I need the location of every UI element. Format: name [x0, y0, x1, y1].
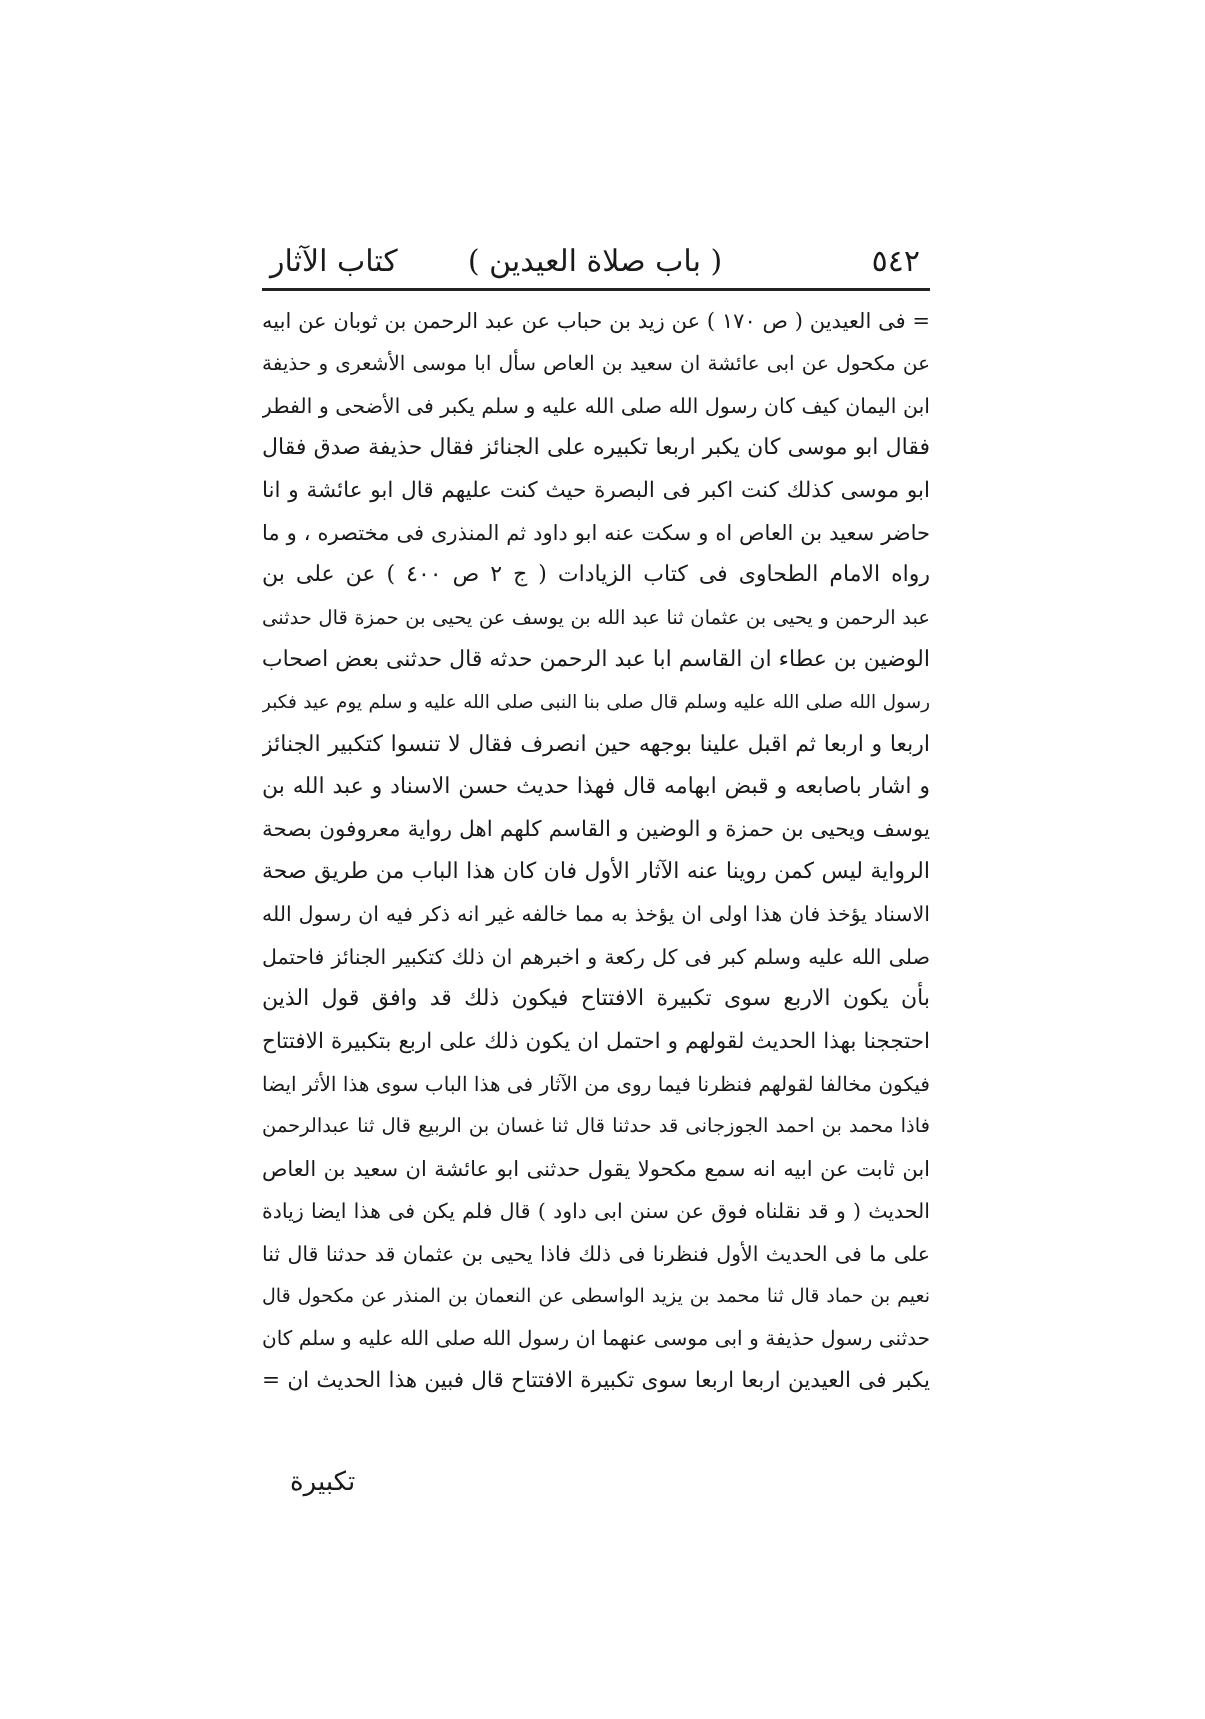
text-line: الوضين بن عطاء ان القاسم ابا عبد الرحمن حدثه قال حدثنى بعض اصحاب: [262, 647, 930, 673]
page-header: [270, 240, 920, 288]
text-line: فقال ابو موسى كان يكبر اربعا تكبيره على الجنائز فقال حذيفة صدق فقال: [262, 435, 930, 461]
text-line: الاسناد يؤخذ فان هذا اولى ان يؤخذ به مما خالفه غير انه ذكر فيه ان رسول الله: [262, 902, 930, 927]
text-line: الحديث ( و قد نقلناه فوق عن سنن ابى داود ) قال فلم يكن فى هذا ايضا زيادة: [262, 1199, 930, 1224]
text-line: الرواية ليس كمن روينا عنه الآثار الأول فان كان هذا الباب من طريق صحة: [262, 859, 930, 885]
text-line: نعيم بن حماد قال ثنا محمد بن يزيد الواسطى عن النعمان بن المنذر عن مكحول قال: [262, 1284, 930, 1307]
text-line: بأن يكون الاربع سوى تكبيرة الافتتاح فيكون ذلك قد وافق قول الذين: [262, 986, 930, 1012]
chapter-title: ( باب صلاة العيدين ): [467, 244, 723, 279]
text-line: رسول الله صلى الله عليه وسلم قال صلى بنا النبى صلى الله عليه و سلم يوم عيد فكبر: [262, 691, 930, 713]
body-text: [262, 300, 930, 1402]
text-line: حدثنى رسول حذيفة و ابى موسى عنهما ان رسول الله صلى الله عليه و سلم كان: [262, 1326, 930, 1351]
text-line: احتججنا بهذا الحديث لقولهم و احتمل ان يكون ذلك على اربع بتكبيرة الافتتاح: [262, 1028, 930, 1054]
book-title: كتاب الآثار: [270, 244, 398, 279]
text-line: ابن ثابت عن ابيه انه سمع مكحولا يقول حدثنى ابو عائشة ان سعيد بن العاص: [262, 1156, 930, 1181]
catchword: تكبيرة: [290, 1467, 356, 1497]
text-line: يوسف ويحيى بن حمزة و الوضين و القاسم كلهم اهل رواية معروفون بصحة: [262, 816, 930, 842]
page-number: ٥٤٢: [871, 244, 920, 279]
text-line: يكبر فى العيدين اربعا اربعا سوى تكبيرة الافتتاح قال فبين هذا الحديث ان =: [262, 1367, 930, 1393]
text-line: على ما فى الحديث الأول فنظرنا فى ذلك فاذا يحيى بن عثمان قد حدثنا قال ثنا: [262, 1241, 930, 1266]
text-line: عبد الرحمن و يحيى بن عثمان ثنا عبد الله بن يوسف عن يحيى بن حمزة قال حدثنى: [262, 605, 930, 629]
text-line: اربعا و اربعا ثم اقبل علينا بوجهه حين انصرف فقال لا تنسوا كتكبير الجنائز: [262, 731, 930, 757]
text-line: فيكون مخالفا لقولهم فنظرنا فيما روى من الآثار فى هذا الباب سوى هذا الأثر ايضا: [262, 1072, 930, 1097]
text-line: رواه الامام الطحاوى فى كتاب الزيادات ( ج ٢ ص ٤٠٠ ) عن على بن: [262, 562, 930, 588]
text-line: صلى الله عليه وسلم كبر فى كل ركعة و اخبرهم ان ذلك كتكبير الجنائز فاحتمل: [262, 944, 930, 969]
text-line: ابن اليمان كيف كان رسول الله صلى الله عليه و سلم يكبر فى الأضحى و الفطر: [262, 393, 930, 418]
text-line: عن مكحول عن ابى عائشة ان سعيد بن العاص سأل ابا موسى الأشعرى و حذيفة: [262, 351, 930, 376]
text-line: ابو موسى كذلك كنت اكبر فى البصرة حيث كنت عليهم قال ابو عائشة و انا: [262, 477, 930, 503]
text-line: حاضر سعيد بن العاص اه و سكت عنه ابو داود ثم المنذرى فى مختصره ، و ما: [262, 520, 930, 545]
text-line: و اشار باصابعه و قبض ابهامه قال فهذا حديث حسن الاسناد و عبد الله بن: [262, 774, 930, 800]
header-rule: [262, 288, 930, 291]
text-line: فاذا محمد بن احمد الجوزجانى قد حدثنا قال ثنا غسان بن الربيع قال ثنا عبدالرحمن: [262, 1114, 930, 1138]
text-line: = فى العيدين ( ص ١٧٠ ) عن زيد بن حباب عن عبد الرحمن بن ثوبان عن ابيه: [262, 309, 930, 333]
